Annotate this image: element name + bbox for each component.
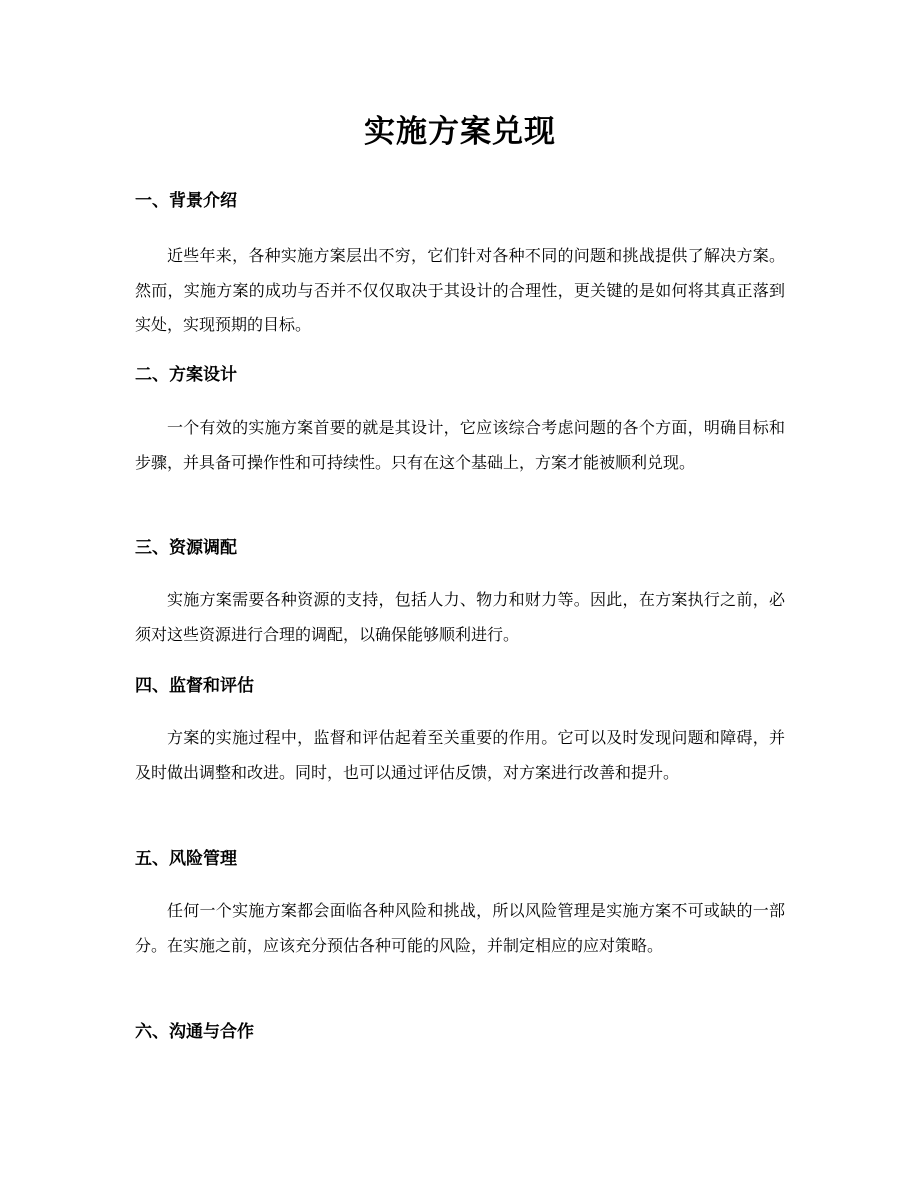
section-body-supervision: 方案的实施过程中，监督和评估起着至关重要的作用。它可以及时发现问题和障碍，并及时做出调整和改进。同时，也可以通过评估反馈，对方案进行改善和提升。 [135,728,785,782]
section-heading-supervision: 四、监督和评估 [135,676,254,696]
section-heading-communication: 六、沟通与合作 [135,1022,254,1042]
section-body-design: 一个有效的实施方案首要的就是其设计，它应该综合考虑问题的各个方面，明确目标和步骤，并具备可操作性和可持续性。只有在这个基础上，方案才能被顺利兑现。 [135,418,785,472]
section-heading-resources: 三、资源调配 [135,538,237,558]
section-body-risk: 任何一个实施方案都会面临各种风险和挑战，所以风险管理是实施方案不可或缺的一部分。在实施之前，应该充分预估各种可能的风险，并制定相应的应对策略。 [135,901,785,955]
section-heading-risk: 五、风险管理 [135,849,237,869]
section-heading-design: 二、方案设计 [135,365,237,385]
section-body-background: 近些年来，各种实施方案层出不穷，它们针对各种不同的问题和挑战提供了解决方案。然而，实施方案的成功与否并不仅仅取决于其设计的合理性，更关键的是如何将其真正落到实处，实现预期的目标。 [135,246,785,334]
document-title: 实施方案兑现 [364,114,556,150]
section-body-resources: 实施方案需要各种资源的支持，包括人力、物力和财力等。因此，在方案执行之前，必须对这些资源进行合理的调配，以确保能够顺利进行。 [135,590,785,644]
section-heading-background: 一、背景介绍 [135,191,237,211]
